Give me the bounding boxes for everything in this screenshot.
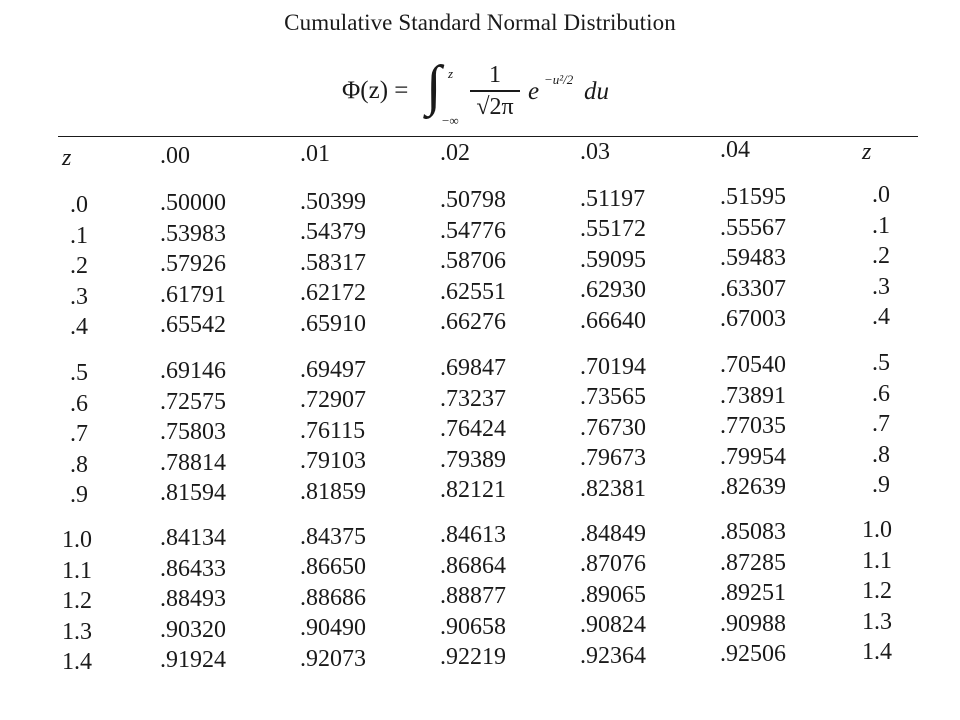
probability-cell: .51197 [580,185,646,212]
probability-cell: .70540 [720,352,786,378]
probability-cell: .87076 [580,551,646,578]
probability-cell: .76424 [440,416,506,443]
column-header: .02 [440,140,470,166]
probability-cell: .92073 [300,645,366,672]
probability-cell: .90824 [580,612,646,639]
probability-cell: .86864 [440,552,506,579]
probability-cell: .79673 [580,445,646,472]
probability-cell: .59095 [580,246,646,273]
z-value: .7 [70,421,88,447]
probability-cell: .90658 [440,613,506,640]
probability-cell: .88877 [440,583,506,610]
z-value: .8 [70,451,88,478]
probability-cell: .90320 [160,616,226,643]
z-value: .9 [872,472,890,499]
probability-cell: .66640 [580,307,646,334]
probability-cell: .90988 [720,610,786,637]
probability-cell: .58317 [300,249,366,276]
probability-cell: .84849 [580,520,646,547]
probability-cell: .76730 [580,414,646,441]
probability-cell: .73565 [580,384,646,411]
z-value: 1.2 [862,578,892,605]
z-value: .5 [70,360,88,386]
z-value: 1.0 [862,517,892,544]
z-value: 1.4 [862,639,892,666]
page-title: Cumulative Standard Normal Distribution [284,10,676,35]
probability-cell: .89065 [580,581,646,608]
column-header: .04 [720,137,750,163]
probability-cell: .82381 [580,475,646,502]
probability-cell: .86433 [160,555,226,582]
z-value: .7 [872,411,890,438]
formula-differential: du [584,78,609,105]
probability-cell: .54776 [440,217,506,244]
integral-upper-limit: z [448,66,454,81]
probability-cell: .81594 [160,480,226,507]
z-value: 1.1 [862,547,892,574]
cdf-formula [342,55,662,128]
probability-cell: .69497 [300,356,366,383]
z-value: .2 [872,243,890,270]
z-value: .6 [872,380,890,407]
z-value: .1 [872,212,890,239]
probability-cell: .63307 [720,275,786,302]
fraction-bar [470,90,520,92]
probability-cell: .84375 [300,523,366,550]
probability-cell: .55567 [720,214,786,241]
probability-cell: .67003 [720,306,786,332]
probability-cell: .69847 [440,355,506,382]
z-value: 1.3 [62,618,92,645]
probability-cell: .55172 [580,216,646,243]
probability-cell: .89251 [720,580,786,606]
probability-cell: .62172 [300,280,366,307]
probability-cell: .73237 [440,385,506,412]
column-header: z [62,145,72,171]
z-value: .2 [70,253,88,279]
z-value: .4 [872,304,890,331]
z-value: .3 [872,273,890,300]
header-rule [58,136,918,137]
probability-cell: .85083 [720,519,786,545]
probability-cell: .58706 [440,248,506,275]
probability-cell: .50000 [160,190,226,217]
probability-cell: .57926 [160,251,226,278]
column-header: z [862,139,872,165]
probability-cell: .86650 [300,554,366,581]
formula-fraction [470,62,520,121]
z-value: .4 [70,314,88,340]
z-value: .1 [70,222,88,249]
z-value: .0 [70,192,88,218]
probability-cell: .84134 [160,525,226,552]
z-value: 1.2 [62,588,92,614]
formula-lhs: Φ(z) = [342,77,409,104]
probability-cell: .88493 [160,586,226,613]
probability-cell: .62551 [440,278,506,305]
z-value: 1.1 [62,557,92,584]
z-value: .0 [872,182,890,209]
column-header: .00 [160,143,190,169]
probability-cell: .82121 [440,477,506,504]
probability-cell: .92506 [720,641,786,667]
probability-cell: .72575 [160,388,226,415]
probability-cell: .70194 [580,353,646,380]
probability-cell: .81859 [300,478,366,505]
probability-cell: .91924 [160,647,226,674]
z-value: .6 [70,390,88,417]
integral-lower-limit: −∞ [442,113,459,128]
probability-cell: .77035 [720,413,786,439]
probability-cell: .59483 [720,245,786,271]
probability-cell: .61791 [160,281,226,308]
column-header: .03 [580,139,610,165]
probability-cell: .72907 [300,387,366,414]
z-value: .3 [70,283,88,310]
exponent-base: e [528,78,540,105]
probability-cell: .53983 [160,220,226,247]
probability-cell: .79389 [440,446,506,473]
probability-cell: .84613 [440,522,506,549]
fraction-denominator: √2π [476,94,514,120]
probability-cell: .79103 [300,448,366,475]
probability-cell: .65910 [300,310,366,337]
z-value: .5 [872,350,890,377]
z-value: 1.4 [62,649,92,675]
probability-cell: .90490 [300,615,366,642]
probability-cell: .75803 [160,419,226,446]
probability-cell: .62930 [580,277,646,304]
probability-cell: .82639 [720,474,786,500]
column-header: .01 [300,141,330,167]
probability-cell: .92364 [580,642,646,669]
probability-cell: .50798 [440,187,506,214]
probability-cell: .66276 [440,309,506,336]
z-value: 1.3 [862,608,892,635]
probability-cell: .54379 [300,219,366,246]
z-value: 1.0 [62,527,92,553]
z-value: .8 [872,441,890,468]
integral-sign: ∫ [426,55,442,117]
probability-cell: .69146 [160,358,226,385]
probability-cell: .78814 [160,449,226,476]
probability-cell: .50399 [300,188,366,215]
probability-cell: .88686 [300,584,366,611]
exponent-power: −u²/2 [544,72,574,87]
z-value: .9 [70,482,88,508]
probability-cell: .76115 [300,417,366,444]
probability-cell: .65542 [160,312,226,339]
fraction-numerator: 1 [489,62,501,88]
probability-cell: .87285 [720,549,786,576]
probability-cell: .92219 [440,644,506,671]
probability-cell: .79954 [720,443,786,470]
probability-cell: .73891 [720,382,786,409]
probability-cell: .51595 [720,184,786,210]
